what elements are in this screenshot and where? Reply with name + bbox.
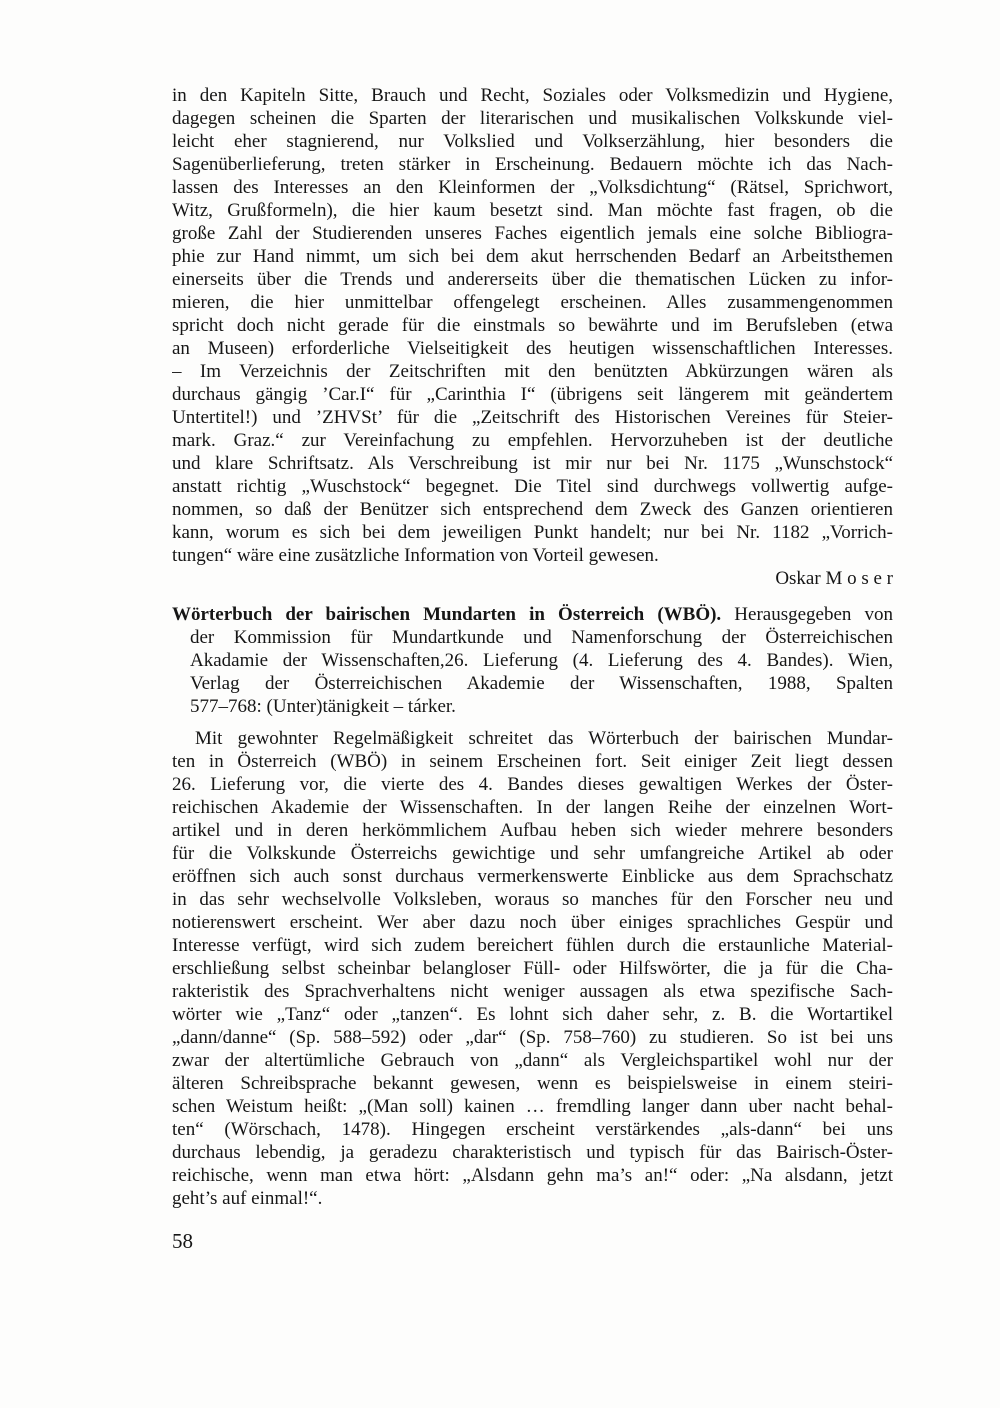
- review-body-paragraph: [172, 727, 893, 1210]
- text-line: spricht doch nicht gerade für die einstmals so bewährte und im Berufsleben (etwa: [172, 315, 893, 336]
- text-line: „dann/danne“ (Sp. 588–592) oder „dar“ (Sp. 758–760) zu studieren. So ist bei uns: [172, 1027, 893, 1048]
- bibliography-title-continuation: Herausgegeben von: [734, 604, 893, 625]
- bibliography-title: Wörterbuch der bairischen Mundarten in Österreich (WBÖ).: [172, 604, 722, 625]
- text-line: durchaus lebendig, ja geradezu charakteristisch und typisch für das Bairisch-Öster-: [172, 1142, 893, 1163]
- text-line: ten in Österreich (WBÖ) in seinem Erscheinen fort. Seit einiger Zeit liegt dessen: [172, 751, 893, 772]
- text-line: Verlag der Österreichischen Akademie der Wissenschaften, 1988, Spalten: [190, 673, 893, 694]
- text-line: 26. Lieferung vor, die vierte des 4. Bandes dieses gewaltigen Werkes der Öster-: [172, 774, 893, 795]
- text-line: tungen“ wäre eine zusätzliche Information von Vorteil gewesen.: [172, 545, 659, 566]
- review-paragraph: [172, 84, 893, 567]
- text-line: – Im Verzeichnis der Zeitschriften mit den benützten Abkürzungen wären als: [172, 361, 893, 382]
- text-line: an Museen) erforderliche Vielseitigkeit des heutigen wissenschaftlichen Interesses.: [172, 338, 893, 359]
- text-line: reichische, wenn man etwa hört: „Alsdann gehn ma’s an!“ oder: „Na alsdann, jetzt: [172, 1165, 893, 1186]
- text-line: eröffnen sich auch sonst durchaus vermerkenswerte Einblicke aus dem Sprachschatz: [172, 866, 893, 887]
- text-line: durchaus gängig ’Car.I“ für „Carinthia I“ (übrigens seit längerem mit geändertem: [172, 384, 893, 405]
- page-number: 58: [172, 1229, 193, 1253]
- text-line: Untertitel!) und ’ZHVSt’ für die „Zeitschrift des Historischen Vereines für Steier-: [172, 407, 893, 428]
- text-line: der Kommission für Mundartkunde und Namenforschung der Österreichischen: [190, 627, 893, 648]
- text-line: nommen, so daß der Benützer sich entsprechend dem Zweck des Ganzen orientieren: [172, 499, 893, 520]
- text-line: dagegen scheinen die Sparten der literarischen und musikalischen Volkskunde viel-: [172, 108, 893, 129]
- text-line: schen Weistum heißt: „(Man soll) kainen … fremdling langer dann uber nacht behal-: [172, 1096, 893, 1117]
- bibliography-entry: [172, 603, 893, 718]
- text-line: leicht eher stagnierend, nur Volkslied und Volkserzählung, hier besonders die: [172, 131, 893, 152]
- reviewer-signature: Oskar M o s e r: [775, 568, 893, 589]
- text-line: reichischen Akademie der Wissenschaften. In der langen Reihe der einzelnen Wort-: [172, 797, 893, 818]
- text-line: 577–768: (Unter)tänigkeit – tárker.: [190, 696, 456, 717]
- text-line: lassen des Interesses an den Kleinformen der „Volksdichtung“ (Rätsel, Sprichwort,: [172, 177, 893, 198]
- text-line: kann, worum es sich bei dem jeweiligen Punkt handelt; nur bei Nr. 1182 „Vorrich-: [172, 522, 893, 543]
- text-line: anstatt richtig „Wuschstock“ begegnet. Die Titel sind durchwegs vollwertig aufge-: [172, 476, 893, 497]
- text-line: einerseits über die Trends und andererseits über die thematischen Lücken zu infor-: [172, 269, 893, 290]
- text-line: mark. Graz.“ zur Vereinfachung zu empfehlen. Hervorzuheben ist der deutliche: [172, 430, 893, 451]
- text-line: rakteristik des Sprachverhaltens nicht weniger aussagen als etwa spezifische Sach-: [172, 981, 893, 1002]
- text-line: älteren Schreibsprache bekannt gewesen, wenn es beispielsweise in einem steiri-: [172, 1073, 893, 1094]
- text-line: ten“ (Wörschach, 1478). Hingegen erscheint verstärkendes „als-dann“ bei uns: [172, 1119, 893, 1140]
- bibliography-continuation: [172, 626, 893, 718]
- text-line: geht’s auf einmal!“.: [172, 1188, 323, 1209]
- text-line: artikel und in deren herkömmlichem Aufbau heben sich wieder mehrere besonders: [172, 820, 893, 841]
- text-line: Interesse verfügt, wird sich zudem bereichert fühlen durch die erstaunliche Material-: [172, 935, 893, 956]
- text-line: in das sehr wechselvolle Volksleben, woraus so manches für den Forscher neu und: [172, 889, 893, 910]
- text-line: Mit gewohnter Regelmäßigkeit schreitet das Wörterbuch der bairischen Mundar-: [195, 728, 893, 749]
- text-line: Sagenüberlieferung, treten stärker in Erscheinung. Bedauern möchte ich das Nach-: [172, 154, 893, 175]
- text-line: mieren, die hier unmittelbar offengelegt erscheinen. Alles zusammengenommen: [172, 292, 893, 313]
- text-line: große Zahl der Studierenden unseres Faches eigentlich jemals eine solche Bibliogra-: [172, 223, 893, 244]
- text-line: in den Kapiteln Sitte, Brauch und Recht, Soziales oder Volksmedizin und Hygiene,: [172, 85, 893, 106]
- text-line: zwar der altertümliche Gebrauch von „dann“ als Vergleichspartikel wohl nur der: [172, 1050, 893, 1071]
- text-line: wörter wie „Tanz“ oder „tanzen“. Es lohnt sich daher sehr, z. B. die Wortartikel: [172, 1004, 893, 1025]
- text-line: Akadamie der Wissenschaften,26. Lieferung (4. Lieferung des 4. Bandes). Wien,: [190, 650, 893, 671]
- text-line: für die Volkskunde Österreichs gewichtige und sehr umfangreiche Artikel ab oder: [172, 843, 893, 864]
- bibliography-first-line: [172, 603, 893, 626]
- text-line: Witz, Grußformeln), die hier kaum besetzt sind. Man möchte fast fragen, ob die: [172, 200, 893, 221]
- text-line: phie zur Hand nimmt, um sich bei dem akut herrschenden Bedarf an Arbeitsthemen: [172, 246, 893, 267]
- text-column: [172, 84, 893, 1210]
- text-line: und klare Schriftsatz. Als Verschreibung ist mir nur bei Nr. 1175 „Wunschstock“: [172, 453, 893, 474]
- text-line: notierenswert erscheint. Wer aber dazu noch über einiges sprachliches Gespür und: [172, 912, 893, 933]
- text-line: erschließung selbst scheinbar belangloser Füll- oder Hilfswörter, die ja für die Cha-: [172, 958, 893, 979]
